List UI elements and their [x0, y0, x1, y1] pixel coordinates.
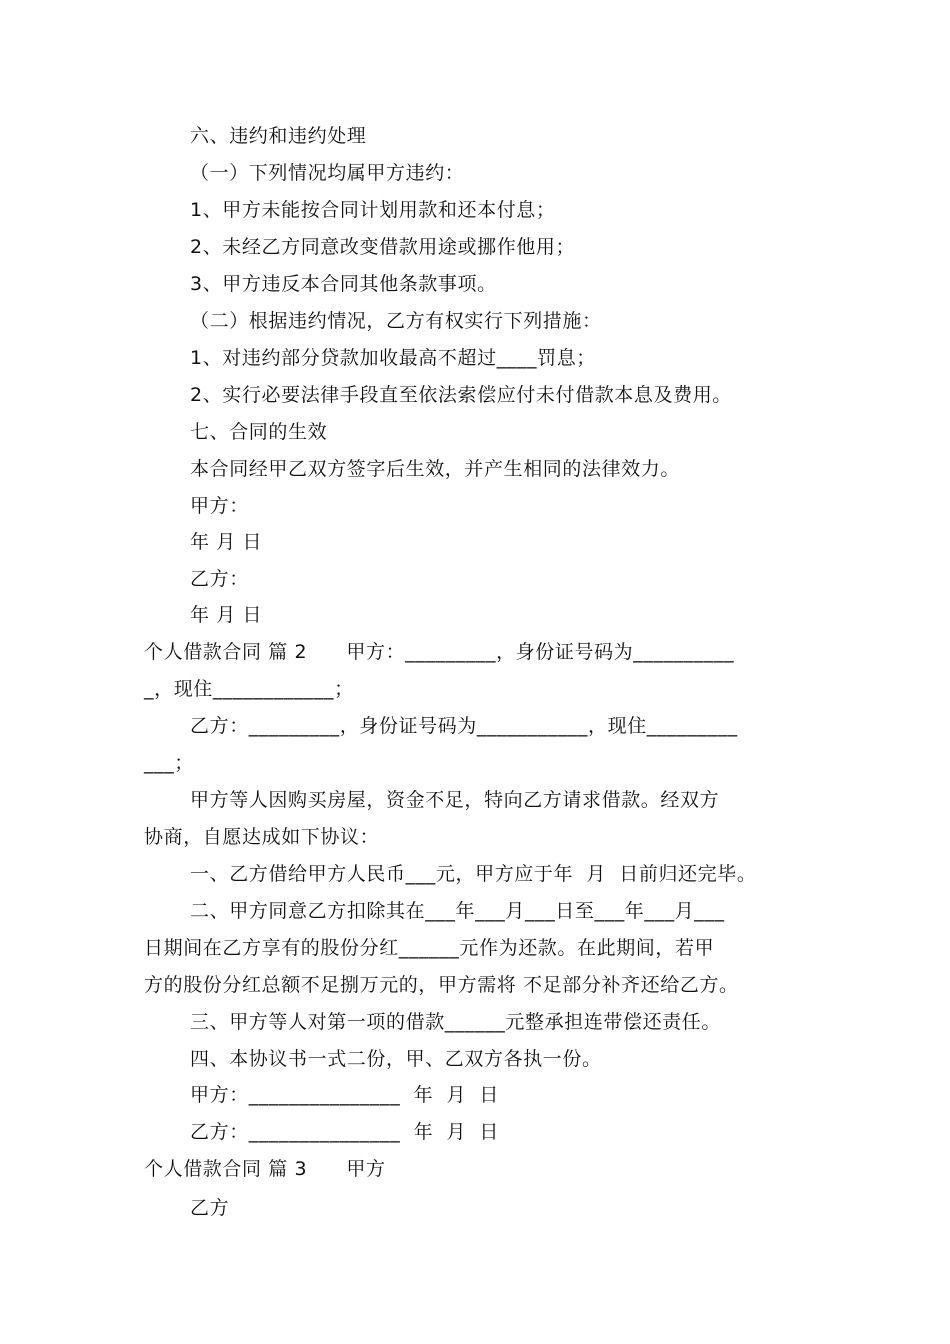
paragraph-line: 方的股份分红总额不足捌万元的，甲方需将 不足部分补齐还给乙方。	[144, 974, 739, 996]
section-heading: 七、合同的生效	[190, 421, 328, 443]
signature-label: 甲方：	[190, 495, 249, 517]
signature-label: 乙方	[190, 1197, 230, 1219]
signature-line: 甲方：_______________ 年 月 日	[190, 1084, 499, 1106]
paragraph-line: 三、甲方等人对第一项的借款______元整承担连带偿还责任。	[190, 1011, 722, 1033]
paragraph-line: 乙方：_________，身份证号码为___________，现住_________	[190, 715, 738, 737]
section-heading: 六、违约和违约处理	[190, 125, 367, 147]
contract-title: 个人借款合同 篇 3 甲方	[144, 1158, 386, 1180]
paragraph-line: 日期间在乙方享有的股份分红______元作为还款。在此期间，若甲	[144, 937, 715, 959]
subsection-heading: （一）下列情况均属甲方违约：	[190, 162, 465, 184]
paragraph-line: 协商，自愿达成如下协议：	[144, 826, 380, 848]
paragraph-line: 1、对违约部分贷款加收最高不超过____罚息；	[190, 347, 596, 369]
subsection-heading: （二）根据违约情况，乙方有权实行下列措施：	[190, 310, 602, 332]
paragraph-line: 1、甲方未能按合同计划用款和还本付息；	[190, 199, 556, 221]
paragraph-line: ___；	[144, 752, 194, 774]
paragraph-line: 甲方等人因购买房屋，资金不足，特向乙方请求借款。经双方	[190, 789, 720, 811]
contract-title: 个人借款合同 篇 2 甲方：_________，身份证号码为__________	[144, 641, 735, 663]
date-line: 年 月 日	[190, 604, 263, 626]
paragraph-line: _，现住____________；	[144, 678, 354, 700]
date-line: 年 月 日	[190, 531, 263, 553]
paragraph-line: 四、本协议书一式二份，甲、乙双方各执一份。	[190, 1048, 602, 1070]
paragraph-line: 3、甲方违反本合同其他条款事项。	[190, 273, 497, 295]
paragraph-line: 一、乙方借给甲方人民币___元，甲方应于年 月 日前归还完毕。	[190, 863, 757, 885]
paragraph-line: 本合同经甲乙双方签字后生效，并产生相同的法律效力。	[190, 458, 681, 480]
paragraph-line: 二、甲方同意乙方扣除其在___年___月___日至___年___月___	[190, 900, 725, 922]
signature-line: 乙方：_______________ 年 月 日	[190, 1121, 499, 1143]
signature-label: 乙方：	[190, 568, 249, 590]
paragraph-line: 2、未经乙方同意改变借款用途或挪作他用；	[190, 236, 576, 258]
paragraph-line: 2、实行必要法律手段直至依法索偿应付未付借款本息及费用。	[190, 384, 732, 406]
